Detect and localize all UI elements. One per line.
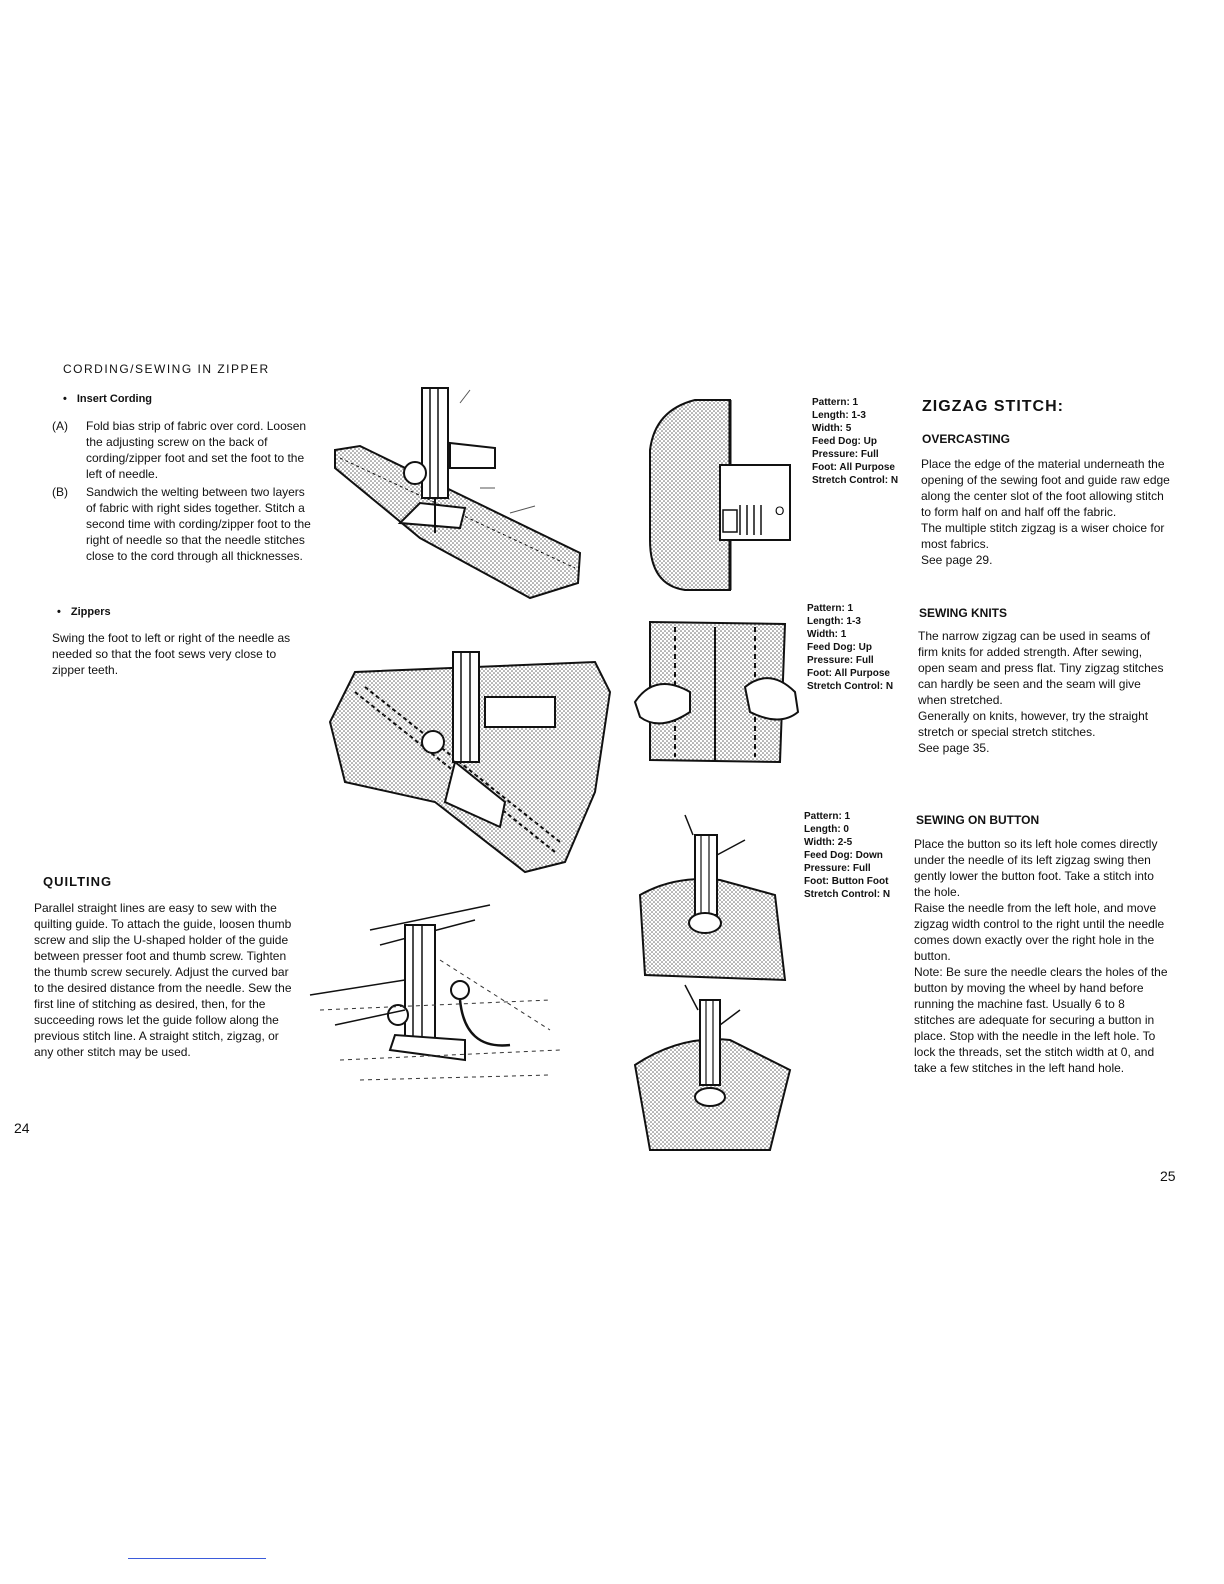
bottom-underline [128, 1558, 266, 1559]
cording-section-title: CORDING/SEWING IN ZIPPER [63, 362, 270, 376]
paragraph: Place the edge of the material underneath the opening of the sewing foot and guide raw edge along the center slot of the foot allowing stitch to form half on and half off the fabric. [921, 457, 1170, 519]
setting-feed-dog: Feed Dog: Up [812, 436, 877, 447]
setting-foot: Foot: Button Foot [804, 876, 889, 887]
setting-pattern: Pattern: 1 [804, 811, 851, 822]
setting-pressure: Pressure: Full [812, 449, 879, 460]
knits-settings [807, 602, 893, 693]
insert-cording-label: • Insert Cording [63, 393, 152, 405]
button-heading: SEWING ON BUTTON [916, 813, 1040, 827]
setting-foot: Foot: All Purpose [807, 668, 890, 679]
overcasting-heading: OVERCASTING [922, 432, 1011, 446]
step-text: Sandwich the welting between two layers of fabric with right sides together. Stitch a second time with cording/zipper foot to the right of needle so that the needle stitches close to the cord through all thicknesses. [86, 485, 311, 563]
button-settings [804, 810, 890, 901]
paragraph: Place the button so its left hole comes directly under the needle of its left zigzag swing then gently lower the button foot. Take a stitch into the hole. [914, 837, 1158, 899]
cording-step-a [52, 418, 314, 482]
quilting-guide-illustration [310, 900, 565, 1110]
cording-foot-illustration [330, 388, 590, 608]
quilting-title: QUILTING [43, 874, 113, 889]
paragraph: Note: Be sure the needle clears the holes of the button by moving the wheel by hand before running the machine fast. Usually 6 to 8 stitches are adequate for securing a button in place. Stop with the needle in the left hole. To lock the threads, set the stitch width at 0, and take a few stitches in the left hand hole. [914, 965, 1168, 1075]
zigzag-title: ZIGZAG STITCH: [922, 398, 1064, 415]
paragraph: See page 29. [921, 553, 993, 567]
setting-length: Length: 0 [804, 824, 849, 835]
setting-stretch-control: Stretch Control: N [812, 475, 899, 486]
overcasting-settings [812, 396, 898, 487]
knits-text [918, 628, 1172, 756]
button-text [914, 836, 1168, 1076]
setting-width: Width: 2-5 [804, 837, 853, 848]
page-number-left: 24 [14, 1120, 30, 1136]
setting-stretch-control: Stretch Control: N [804, 889, 891, 900]
cording-step-b [52, 484, 314, 564]
cording-steps [52, 418, 314, 564]
setting-pattern: Pattern: 1 [807, 603, 854, 614]
setting-pressure: Pressure: Full [807, 655, 874, 666]
button-sewing-illustration-1 [635, 815, 800, 980]
setting-width: Width: 1 [807, 629, 847, 640]
knits-heading: SEWING KNITS [919, 606, 1008, 620]
paragraph: The narrow zigzag can be used in seams of firm knits for added strength. After sewing, open seam and press flat. Tiny zigzag stitches can hardly be seen and the seam will give when stretched. [918, 629, 1164, 707]
overcasting-illustration [645, 390, 805, 595]
overcasting-text [921, 456, 1175, 568]
zipper-foot-illustration [325, 652, 615, 882]
setting-foot: Foot: All Purpose [812, 462, 895, 473]
step-label: (B) [52, 485, 68, 499]
knits-illustration [630, 612, 800, 772]
button-sewing-illustration-2 [630, 985, 800, 1155]
setting-length: Length: 1-3 [807, 616, 861, 627]
setting-feed-dog: Feed Dog: Down [804, 850, 883, 861]
paragraph: See page 35. [918, 741, 990, 755]
zippers-text: Swing the foot to left or right of the needle as needed so that the foot sews very close to zipper teeth. [52, 631, 291, 677]
setting-stretch-control: Stretch Control: N [807, 681, 894, 692]
paragraph: The multiple stitch zigzag is a wiser choice for most fabrics. [921, 521, 1165, 551]
paragraph: Raise the needle from the left hole, and move zigzag width control to the right until the needle comes down exactly over the right hole in the button. [914, 901, 1165, 963]
setting-width: Width: 5 [812, 423, 852, 434]
step-text: Fold bias strip of fabric over cord. Loosen the adjusting screw on the back of cording/zipper foot and set the foot to the left of needle. [86, 419, 307, 481]
setting-length: Length: 1-3 [812, 410, 866, 421]
setting-pressure: Pressure: Full [804, 863, 871, 874]
step-label: (A) [52, 419, 68, 433]
zippers-label: • Zippers [57, 606, 111, 618]
quilting-text: Parallel straight lines are easy to sew with the quilting guide. To attach the guide, loosen thumb screw and slip the U-shaped holder of the guide between presser foot and thumb screw. Tighten the thumb screw securely. Adjust the curved bar to the desired distance from the needle. Sew the first line of stitching as desired, then, for the succeeding rows let the guide follow along the previous stitch line. A straight stitch, zigzag, or any other stitch may be used. [34, 901, 292, 1059]
paragraph: Generally on knits, however, try the straight stretch or special stretch stitches. [918, 709, 1149, 739]
setting-pattern: Pattern: 1 [812, 397, 859, 408]
page-number-right: 25 [1160, 1168, 1176, 1184]
setting-feed-dog: Feed Dog: Up [807, 642, 872, 653]
svg-text:O: O [775, 504, 785, 518]
